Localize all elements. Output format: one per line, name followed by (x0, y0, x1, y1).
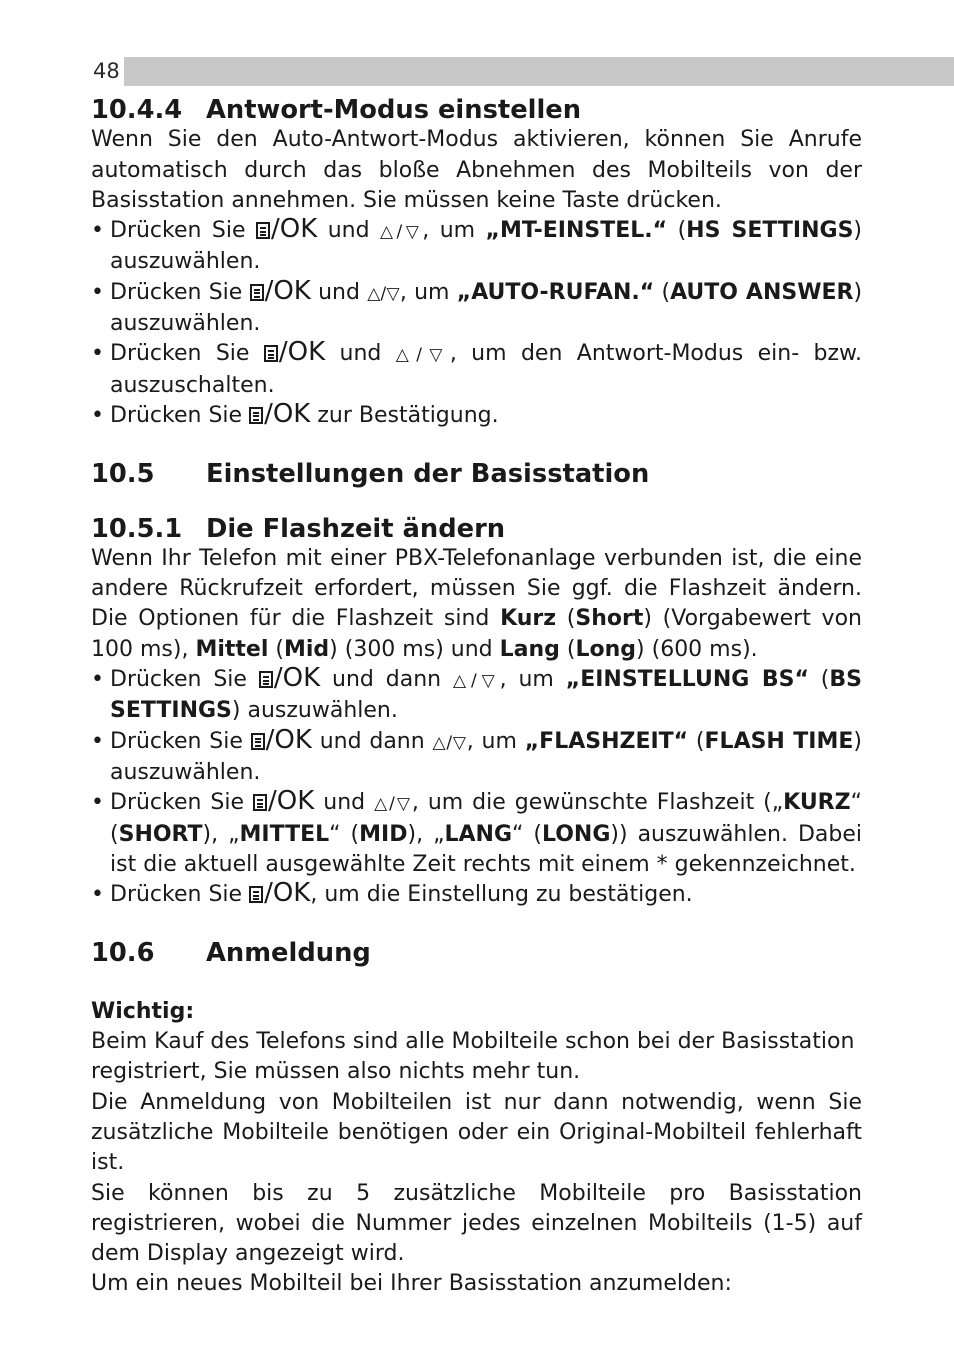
down-arrow-icon: ▽ (452, 732, 467, 753)
section-number: 10.5 (91, 459, 155, 490)
menu-ok-key: /OK (251, 729, 312, 751)
section-number: 10.6 (91, 938, 155, 969)
list-item: • Drücken Sie /OK , um die Einstellung zu bestätigen. (91, 880, 862, 910)
page-content (91, 95, 862, 1300)
paragraph: Die Anmeldung von Mobilteilen ist nur dann notwendig, wenn Sie zusätzliche Mobilteile benötigen oder ein Original-Mobilteil fehlerhaft ist. (91, 1089, 862, 1176)
menu-list-icon (253, 794, 267, 811)
nav-keys: △/▽ (432, 732, 467, 753)
up-arrow-icon: △ (374, 794, 390, 815)
nav-keys: △/▽ (453, 671, 500, 692)
menu-list-icon (256, 222, 270, 239)
section-heading-10-4-4 (91, 95, 862, 125)
menu-ok-key: /OK (253, 790, 314, 812)
section-title: Einstellungen der Basisstation (206, 459, 650, 490)
important-label: Wichtig: (91, 998, 195, 1024)
paragraph: Sie können bis zu 5 zusätzliche Mobilteile pro Basisstation registrieren, wobei die Nummer jedes einzelnen Mobilteils (1-5) auf dem Display angezeigt wird. (91, 1180, 862, 1267)
list-item: • Drücken Sie /OK und dann △/▽, um „FLASHZEIT“ (FLASH TIME) auszuwählen. (91, 727, 862, 789)
down-arrow-icon: ▽ (421, 345, 450, 366)
list-item: • Drücken Sie /OK und △/▽, um den Antwort-Modus ein- bzw. auszuschalten. (91, 339, 862, 401)
section-number: 10.4.4 (91, 95, 183, 125)
instruction-list (91, 665, 862, 910)
nav-keys: △/▽ (374, 794, 412, 815)
paragraph: Beim Kauf des Telefons sind alle Mobilteile schon bei der Basisstation registriert, Sie müssen also nichts mehr tun. (91, 1029, 855, 1085)
menu-ok-key: /OK (249, 403, 310, 425)
up-arrow-icon: △ (380, 222, 397, 243)
section-heading-10-6 (91, 938, 862, 968)
menu-list-icon (264, 345, 278, 362)
menu-list-icon (259, 671, 273, 688)
list-item: • Drücken Sie /OK und dann △/▽, um „EINSTELLUNG BS“ (BS SETTINGS) auszuwählen. (91, 665, 862, 727)
page-header-bar (91, 57, 954, 86)
page-number: 48 (91, 57, 124, 86)
section-heading-10-5 (91, 459, 862, 489)
nav-keys: △/▽ (367, 283, 400, 304)
paragraph: Um ein neues Mobilteil bei Ihrer Basisstation anzumelden: (91, 1271, 732, 1297)
down-arrow-icon: ▽ (476, 671, 500, 692)
section-number: 10.5.1 (91, 513, 183, 544)
nav-keys: △/▽ (380, 222, 423, 243)
down-arrow-icon: ▽ (386, 283, 400, 304)
menu-ok-key: /OK (250, 280, 311, 302)
paragraph: Wenn Ihr Telefon mit einer PBX-Telefonanlage verbunden ist, die eine andere Rückrufzeit erfordert, müssen Sie ggf. die Flashzeit ändern. Die Optionen für die Flashzeit sind Kurz (Short) (Vorgabewert von 100 ms), Mittel (Mid) (300 ms) und Lang (Long) (600 ms). (91, 545, 862, 662)
list-item: • Drücken Sie /OK und △/▽, um die gewünschte Flashzeit („KURZ“ (SHORT), „MITTEL“ (MID), „LANG“ (LONG)) auszuwählen. Dabei ist die aktuell ausgewählte Zeit rechts mit einem * gekennzeichnet. (91, 788, 862, 880)
down-arrow-icon: ▽ (394, 794, 412, 815)
list-item: • Drücken Sie /OK und △/▽, um „MT-EINSTEL.“ (HS SETTINGS) auszuwählen. (91, 216, 862, 278)
up-arrow-icon: △ (367, 283, 381, 304)
menu-list-icon (249, 407, 263, 424)
list-item: • Drücken Sie /OK zur Bestätigung. (91, 401, 862, 431)
section-title: Anmeldung (206, 938, 371, 969)
menu-ok-key: /OK (256, 218, 317, 240)
menu-list-icon (250, 284, 264, 301)
menu-list-icon (251, 733, 265, 750)
up-arrow-icon: △ (453, 671, 471, 692)
nav-keys: △/▽ (395, 345, 450, 366)
menu-ok-key: /OK (259, 667, 320, 689)
menu-list-icon (249, 886, 263, 903)
section-title: Antwort-Modus einstellen (206, 95, 582, 125)
up-arrow-icon: △ (432, 732, 447, 753)
menu-ok-key: /OK (249, 882, 310, 904)
menu-ok-key: /OK (264, 341, 325, 363)
section-title: Die Flashzeit ändern (206, 513, 506, 544)
up-arrow-icon: △ (395, 345, 417, 366)
paragraph: Wenn Sie den Auto-Antwort-Modus aktivieren, können Sie Anrufe automatisch durch das bloße Abnehmen des Mobilteils von der Basisstation annehmen. Sie müssen keine Taste drücken. (91, 127, 862, 213)
section-heading-10-5-1 (91, 514, 862, 544)
down-arrow-icon: ▽ (402, 222, 423, 243)
list-item: • Drücken Sie /OK und △/▽, um „AUTO-RUFAN.“ (AUTO ANSWER) auszuwählen. (91, 278, 862, 340)
instruction-list (91, 216, 862, 431)
